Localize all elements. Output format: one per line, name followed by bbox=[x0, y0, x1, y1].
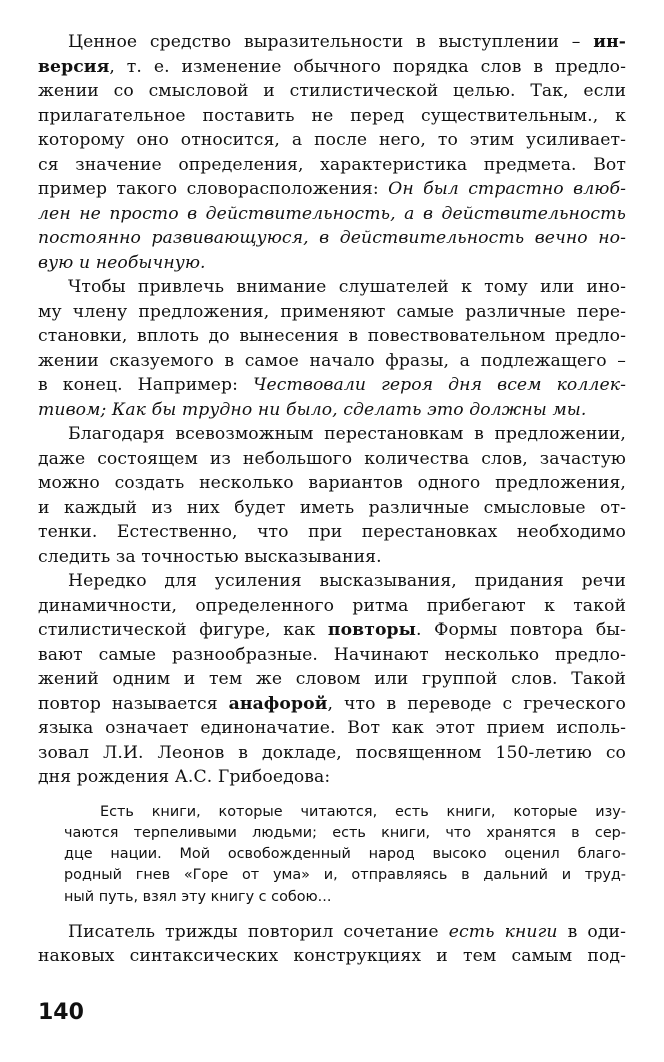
italic-example: постоянно развивающуюся, в действительность вечно но- bbox=[38, 228, 626, 248]
text-line bbox=[38, 55, 626, 80]
text-line bbox=[38, 618, 626, 643]
text-run: жении со смысловой и стилистической целью. Так, если bbox=[38, 81, 626, 101]
text-run: и каждый из них будет иметь различные смысловые от- bbox=[38, 497, 626, 518]
text-run: языка означает единоначатие. Вот как этот прием исполь- bbox=[38, 718, 626, 738]
text-run: следить за точностью высказывания. bbox=[38, 546, 382, 567]
text-run: прилагательное поставить не перед существительным., к bbox=[38, 105, 626, 126]
text-line bbox=[38, 104, 626, 129]
bold-term: ин- bbox=[593, 32, 626, 52]
text-run: которому оно относится, а после него, то этим усиливает- bbox=[38, 130, 626, 150]
text-line bbox=[38, 545, 626, 570]
text-run: Благодаря всевозможным перестановкам в предложении, bbox=[68, 424, 626, 444]
text-run: му члену предложения, применяют самые различные пере- bbox=[38, 301, 626, 322]
text-line bbox=[38, 177, 626, 202]
main-text bbox=[38, 30, 626, 790]
text-line bbox=[38, 275, 626, 300]
text-run: можно создать несколько вариантов одного предложения, bbox=[38, 473, 626, 493]
text-run: вают самые разнообразные. Начинают несколько предло- bbox=[38, 644, 626, 665]
text-line bbox=[38, 520, 626, 545]
text-run: пример такого словорасположения: bbox=[38, 179, 389, 199]
page-number: 140 bbox=[38, 1000, 84, 1025]
text-run: Ценное средство выразительности в выступлении – bbox=[68, 32, 594, 52]
italic-example: лен не просто в действительность, а в действительность bbox=[38, 203, 626, 224]
text-line bbox=[38, 128, 626, 153]
text-run: Нередко для усиления высказывания, придания речи bbox=[68, 571, 626, 591]
quote-line: ный путь, взял эту книгу с собою... bbox=[64, 888, 332, 905]
text-run: стилистической фигуре, как bbox=[38, 620, 328, 640]
text-line bbox=[38, 422, 626, 447]
text-run: в конец. Например: bbox=[38, 375, 254, 395]
text-line bbox=[38, 226, 626, 251]
text-line bbox=[38, 716, 626, 741]
text-run: тенки. Естественно, что при перестановках необходимо bbox=[38, 522, 626, 542]
text-line bbox=[38, 79, 626, 104]
text-line bbox=[38, 692, 626, 717]
text-line bbox=[38, 471, 626, 496]
bold-term: анафорой bbox=[228, 693, 328, 714]
text-run: жении сказуемого в самое начало фразы, а подлежащего – bbox=[38, 350, 626, 371]
quote-line: дце нации. Мой освобожденный народ высоко оценил благо- bbox=[64, 846, 626, 863]
text-line bbox=[38, 202, 626, 227]
text-run: ся значение определения, характеристика предмета. Вот bbox=[38, 154, 626, 175]
italic-example: вую и необычную. bbox=[38, 252, 206, 273]
quote-line: Есть книги, которые читаются, есть книги, которые изу- bbox=[100, 803, 626, 820]
bold-term: версия bbox=[38, 56, 110, 77]
text-run: , т. е. изменение обычного порядка слов в предло- bbox=[109, 56, 626, 77]
italic-example: Чествовали героя дня всем коллек- bbox=[253, 375, 627, 395]
text-line bbox=[38, 153, 626, 178]
text-run: в оди- bbox=[557, 921, 627, 942]
text-run: зовал Л.И. Леонов в докладе, посвященном 150-летию со bbox=[38, 742, 626, 763]
text-run: Писатель трижды повторил сочетание bbox=[68, 921, 449, 942]
block-quote bbox=[38, 802, 626, 908]
quote-line: родный гнев «Горе от ума» и, отправляясь в дальний и труд- bbox=[64, 867, 626, 884]
paragraph bbox=[38, 275, 626, 422]
text-line bbox=[38, 741, 626, 766]
text-run: даже состоящем из небольшого количества слов, зачастую bbox=[38, 448, 626, 469]
text-line bbox=[38, 349, 626, 374]
text-run: становки, вплоть до вынесения в повествовательном предло- bbox=[38, 326, 626, 346]
text-run: динамичности, определенного ритма прибегают к такой bbox=[38, 595, 626, 616]
italic-example: есть книги bbox=[448, 921, 558, 942]
text-run: наковых синтаксических конструкциях и тем самым под- bbox=[38, 946, 626, 967]
text-line bbox=[38, 324, 626, 349]
text-run: дня рождения А.С. Грибоедова: bbox=[38, 767, 331, 787]
text-run: жений одним и тем же словом или группой слов. Такой bbox=[38, 669, 626, 689]
text-line bbox=[38, 667, 626, 692]
text-run: повтор называется bbox=[38, 693, 229, 714]
paragraph bbox=[38, 30, 626, 275]
text-line bbox=[38, 594, 626, 619]
italic-example: тивом; Как бы трудно ни было, сделать это должны мы. bbox=[38, 399, 587, 420]
italic-example: Он был страстно влюб- bbox=[388, 179, 626, 199]
text-line bbox=[38, 569, 626, 594]
text-line bbox=[38, 920, 626, 945]
text-line bbox=[38, 944, 626, 969]
paragraph bbox=[38, 422, 626, 569]
closing-paragraph bbox=[38, 920, 626, 969]
text-line bbox=[38, 30, 626, 55]
text-line bbox=[38, 496, 626, 521]
bold-term: повторы bbox=[327, 620, 416, 640]
paragraph bbox=[38, 569, 626, 790]
text-line bbox=[38, 398, 626, 423]
quote-line: чаются терпеливыми людьми; есть книги, что хранятся в сер- bbox=[64, 824, 626, 841]
text-run: Чтобы привлечь внимание слушателей к тому или ино- bbox=[68, 277, 626, 297]
text-line bbox=[38, 447, 626, 472]
text-line bbox=[38, 251, 626, 276]
page-body bbox=[38, 30, 626, 969]
text-line bbox=[38, 300, 626, 325]
text-line bbox=[38, 373, 626, 398]
text-run: , что в переводе с греческого bbox=[327, 693, 626, 714]
text-run: . Формы повтора бы- bbox=[415, 620, 626, 640]
text-line bbox=[38, 765, 626, 790]
text-line bbox=[38, 643, 626, 668]
